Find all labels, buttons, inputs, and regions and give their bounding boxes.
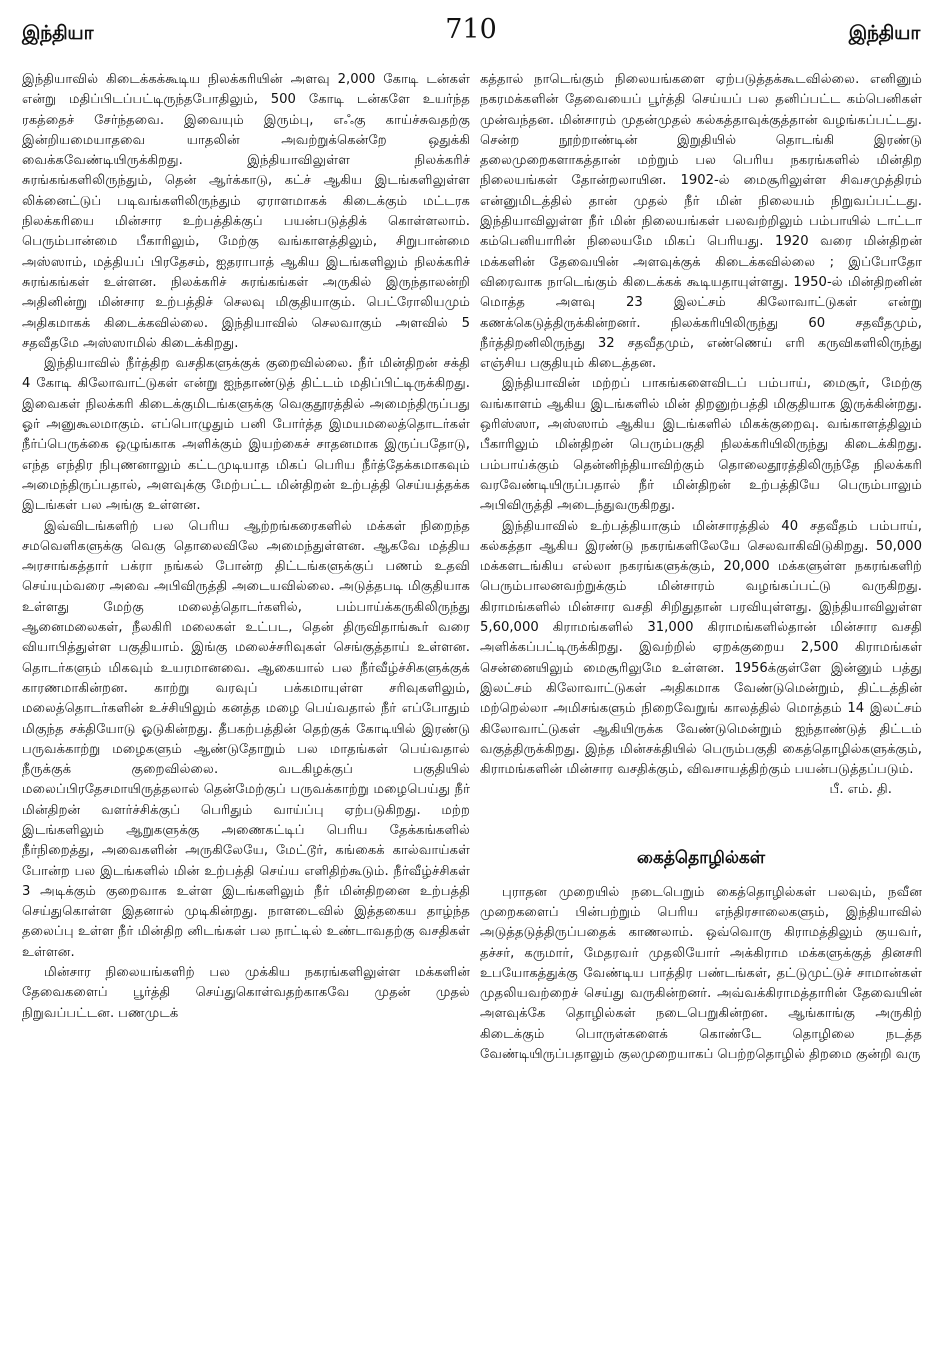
author-signature: பீ. எம். தி. bbox=[829, 782, 892, 798]
text-columns bbox=[22, 70, 922, 1365]
running-head-left: இந்தியா bbox=[22, 22, 94, 44]
paragraph: இந்தியாவில் உற்பத்தியாகும் மின்சாரத்தில் 40 சதவீதம் பம்பாய், கல்கத்தா ஆகிய இரண்டு நகரங்களிலேயே செலவாகிவிடுகிறது. 50,000 மக்களடங்கிய எல்லா நகரங்களுக்கும், 20,000 மக்களுள்ள நகரங்களிற் பெரும்பாலனவற்றுக்கும் மின்சாரம் வழங்கப்பட்டு வருகிறது. கிராமங்களில் மின்சார வசதி சிறிதுதான் பரவியுள்ளது. இந்தியாவிலுள்ள 5,60,000 கிராமங்களில் 31,000 கிராமங்களில்தான் மின்சார வசதி அளிக்கப்பட்டிருக்கிறது. இவற்றில் ஏறக்குறைய 2,500 கிராமங்கள் சென்னையிலும் மைசூரிலுமே உள்ளன. 1956க்குள்ளே இன்னும் பத்து இலட்சம் கிலோவாட்டுகள் அதிகமாக வேண்டுமென்றும், திட்டத்தின் மற்றெல்லா அமிசங்களும் நிறைவேறுங் காலத்தில் மொத்தம் 14 இலட்சம் கிலோவாட்டுகள் ஆகியிருக்க வேண்டுமென்றும் ஐந்தாண்டுத் திட்டம் வகுத்திருக்கிறது. இந்த மின்சக்தியில் பெரும்பகுதி கைத்தொழில்களுக்கும், கிராமங்களின் மின்சார வசதிக்கும், விவசாயத்திற்கும் பயன்படுத்தப்படும். bbox=[480, 518, 922, 778]
page-header bbox=[22, 14, 920, 64]
paragraph: இந்தியாவின் மற்றப் பாகங்களைவிடப் பம்பாய், மைசூர், மேற்கு வங்காளம் ஆகிய இடங்களில் மின் திறனுற்பத்தி மிகுதியாக இருக்கின்றது. ஒரிஸ்ஸா, அஸ்ஸாம் ஆகிய இடங்களில் மிகக்குறைவு. வங்காளத்திலும் பீகாரிலும் மின்திறன் பெரும்பகுதி நிலக்கரியிலிருந்து கிடைக்கிறது. பம்பாய்க்கும் தென்னிந்தியாவிற்கும் தொலைதூரத்திலிருந்தே நிலக்கரி வரவேண்டியிருப்பதால் நீர் மின்திறன் உற்பத்தியே பெரும்பாலும் அபிவிருத்தி அடைந்துவருகிறது. bbox=[480, 376, 922, 514]
paragraph: கத்தால் நாடெங்கும் நிலையங்களை ஏற்படுத்தக்கூடவில்லை. எனினும் நகரமக்களின் தேவையைப் பூர்த்தி செய்யப் பல தனிப்பட்ட கம்பெனிகள் முன்வந்தன. மின்சாரம் முதன்முதல் கல்கத்தாவுக்குத்தான் வழங்கப்பட்டது. சென்ற நூற்றாண்டின் இறுதியில் தொடங்கி இரண்டு தலைமுறைகளாகத்தான் மற்றும் பல பெரிய நகரங்களில் மின்திற நிலையங்கள் தோன்றலாயின. 1902-ல் மைசூரிலுள்ள சிவசமுத்திரம் என்னுமிடத்தில் தான் முதல் நீர் மின் நிலையம் நிறுவப்பட்டது. இந்தியாவிலுள்ள நீர் மின் நிலையங்கள் பலவற்றிலும் பம்பாயில் டாட்டா கம்பெனியாரின் நிலையமே மிகப் பெரியது. 1920 வரை மின்திறன் மக்களின் தேவையின் அளவுக்குக் கிடைக்கவில்லை ; இப்போதோ விரைவாக நாடெங்கும் கிடைக்கக் கூடியதாயுள்ளது. 1950-ல் மின்திறனின் மொத்த அளவு 23 இலட்சம் கிலோவாட்டுகள் என்று கணக்கெடுத்திருக்கின்றனர். நிலக்கரியிலிருந்து 60 சதவீதமும், நீர்த்திறனிலிருந்து 32 சதவீதமும், எண்ணெய் எரி கருவிகளிலிருந்து எஞ்சிய பகுதியும் கிடைத்தன. bbox=[480, 72, 922, 372]
paragraph: இவ்விடங்களிற் பல பெரிய ஆற்றங்கரைகளில் மக்கள் நிறைந்த சமவெளிகளுக்கு வெகு தொலைவிலே அமைந்துள்ளன. ஆகவே மத்திய அரசாங்கத்தார் பக்ரா நங்கல் போன்ற திட்டங்களுக்குப் பணம் உதவி செய்யும்வரை அவை அபிவிருத்தி அடையவில்லை. அடுத்தபடி மிகுதியாக உள்ளது மேற்கு மலைத்தொடர்களில், பம்பாய்க்கருகிலிருந்து ஆனைமலைகள், நீலகிரி மலைகள் உட்பட, தென் திருவிதாங்கூர் வரை வியாபித்துள்ள பகுதியாம். இங்கு மலைச்சரிவுகள் செங்குத்தாய் உள்ளன. தொடர்களும் மிகவும் உயரமானவை. ஆகையால் பல நீர்வீழ்ச்சிகளுக்குக் காரணமாகின்றன. காற்று வரவுப் பக்கமாயுள்ள சரிவுகளிலும், மலைத்தொடர்களின் உச்சியிலும் கனத்த மழை பெய்வதால் நீர் எப்போதும் மிகுந்த சக்தியோடு ஓடுகின்றது. தீபகற்பத்தின் தெற்குக் கோடியில் இரண்டு பருவக்காற்று மழைகளும் ஆண்டுதோறும் பல மாதங்கள் பெய்வதால் நீருக்குக் குறைவில்லை. வடகிழக்குப் பகுதியில் மலைப்பிரதேசமாயிருத்தலால் தென்மேற்குப் பருவக்காற்று மழைபெய்து நீர் மின்திறன் வளர்ச்சிக்குப் பெரிதும் வாய்ப்பு ஏற்படுகிறது. மற்ற இடங்களிலும் ஆறுகளுக்கு அணைகட்டிப் பெரிய தேக்கங்களில் நீர்நிறைத்து, அவைகளின் அருகிலேயே, மேட்டூர், கங்கைக் கால்வாய்கள் போன்ற பல இடங்களில் மின் உற்பத்தி செய்ய எளிதிற்கூடும். நீர்வீழ்ச்சிகள் 3 அடிக்கும் குறைவாக உள்ள இடங்களிலும் நீர் மின்திறனை உற்பத்தி செய்துகொள்ள இதனால் முடிகின்றது. நாளடைவில் இத்தகைய தாழ்ந்த தலைப்பு உள்ள நீர் மின்திற னிடங்கள் பல நாட்டில் உண்டாவதற்கு வசதிகள் உள்ளன. bbox=[22, 518, 470, 960]
left-column bbox=[22, 70, 470, 1365]
right-column bbox=[480, 70, 922, 1365]
section-heading: கைத்தொழில்கள் bbox=[636, 847, 766, 868]
paragraph: மின்சார நிலையங்களிற் பல முக்கிய நகரங்களிலுள்ள மக்களின் தேவைகளைப் பூர்த்தி செய்துகொள்வதற்காகவே முதன் முதல் நிறுவப்பட்டன. பணமுடக் bbox=[22, 965, 470, 1021]
paragraph: இந்தியாவில் நீர்த்திற வசதிகளுக்குக் குறைவில்லை. நீர் மின்திறன் சக்தி 4 கோடி கிலோவாட்டுகள் என்று ஐந்தாண்டுத் திட்டம் மதிப்பிட்டிருக்கிறது. இவைகள் நிலக்கரி கிடைக்குமிடங்களுக்கு வெகுதூரத்தில் அமைந்திருப்பது ஓர் அனுகூலமாகும். எப்பொழுதும் பனி போர்த்த இமயமலைத்தொடர்கள் நீர்ப்பெருக்கை ஒழுங்காக அளிக்கும் இயற்கைச் சாதனமாக இருப்பதோடு, எந்த எந்திர நிபுணனாலும் கட்டமுடியாத மிகப் பெரிய நீர்த்தேக்கமாகவும் அமைந்திருப்பதால், அளவுக்கு மேற்பட்ட மின்திறன் உற்பத்தி செய்யத்தக்க இடங்கள் பல அங்கு உள்ளன. bbox=[22, 356, 470, 514]
page-number: 710 bbox=[445, 14, 497, 45]
paragraph: இந்தியாவில் கிடைக்கக்கூடிய நிலக்கரியின் அளவு 2,000 கோடி டன்கள் என்று மதிப்பிடப்பட்டிருந்தபோதிலும், 500 கோடி டன்களே உயர்ந்த ரகத்தைச் சேர்ந்தவை. இவையும் இரும்பு, எஃகு காய்ச்சுவதற்கு இன்றியமையாதவை யாதலின் அவற்றுக்கென்றே ஒதுக்கி வைக்கவேண்டியிருக்கிறது. இந்தியாவிலுள்ள நிலக்கரிச் சுரங்கங்களிலிருந்தும், தென் ஆர்க்காடு, கட்ச் ஆகிய இடங்களிலுள்ள லிக்னைட்டுப் படிவங்களிலிருந்தும் ஏராளமாகக் கிடைக்கும் மட்டரக நிலக்கரியை மின்சார உற்பத்திக்குப் பயன்படுத்திக் கொள்ளலாம். பெரும்பான்மை பீகாரிலும், மேற்கு வங்காளத்திலும், சிறுபான்மை அஸ்ஸாம், மத்தியப் பிரதேசம், ஐதராபாத் ஆகிய இடங்களிலும் நிலக்கரிச் சுரங்கங்கள் உள்ளன. நிலக்கரிச் சுரங்கங்கள் அருகில் இருந்தாலன்றி அதினின்று மின்சார உற்பத்திச் செலவு மிகுதியாகும். பெட்ரோலியமும் அதிகமாகக் கிடைக்கவில்லை. இந்தியாவில் செலவாகும் அளவில் 5 சதவீதமே அஸ்ஸாமில் கிடைக்கிறது. bbox=[22, 72, 470, 351]
paragraph: புராதன முறையில் நடைபெறும் கைத்தொழில்கள் பலவும், நவீன முறைகளைப் பின்பற்றும் பெரிய எந்திரசாலைகளும், இந்தியாவில் அடுத்தடுத்திருப்பதைக் காணலாம். ஒவ்வொரு கிராமத்திலும் குயவர், தச்சர், கருமார், மேதரவர் முதலியோர் அக்கிராம மக்களுக்குத் தினசரி உபயோகத்துக்கு வேண்டிய பாத்திர பண்டங்கள், தட்டுமுட்டுச் சாமான்கள் முதலியவற்றைச் செய்து வருகின்றனர். அவ்வக்கிராமத்தாரின் தேவையின் அளவுக்கே தொழில்கள் நடைபெறுகின்றன. ஆங்காங்கு அருகிற் கிடைக்கும் பொருள்களைக் கொண்டே தொழிலை நடத்த வேண்டியிருப்பதாலும் குலமுறையாகப் பெற்றதொழில் திறமை குன்றி வரு bbox=[480, 884, 922, 1063]
running-head-right: இந்தியா bbox=[848, 22, 920, 44]
